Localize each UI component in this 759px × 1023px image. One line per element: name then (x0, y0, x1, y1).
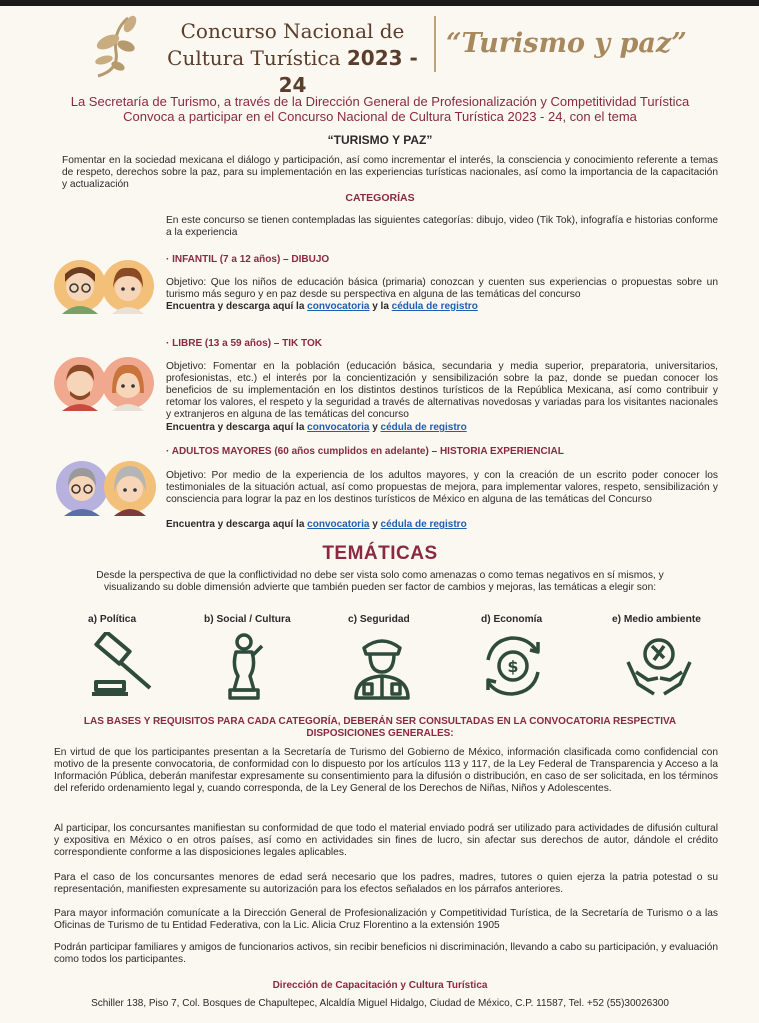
intro-text (40, 94, 720, 124)
money-cycle-icon (478, 632, 548, 700)
theme-title: “TURISMO Y PAZ” (327, 133, 433, 147)
convocatoria-link[interactable]: convocatoria (307, 422, 370, 433)
tematica-seguridad-label: c) Seguridad (348, 614, 410, 625)
category-infantil-download (166, 301, 478, 312)
tematicas-text: Desde la perspectiva de que la conflictividad no debe ser vista solo como amenazas o como temas negativos en sí mismos, y visualizando su doble dimensión advierte que también pueden ser factor de cambios y mejoras, las temáticas a elegir son: (96, 570, 664, 593)
children-avatars-icon (54, 258, 154, 314)
intro-line2: Convoca a participar en el Concurso Nacional de Cultura Turística 2023 - 24, con el tema (123, 109, 637, 124)
police-officer-icon (348, 632, 418, 700)
convocatoria-link[interactable]: convocatoria (307, 519, 370, 530)
download-and: y (372, 519, 378, 530)
cedula-registro-link[interactable]: cédula de registro (380, 422, 467, 433)
convocatoria-link[interactable]: convocatoria (307, 301, 370, 312)
tematica-politica-label: a) Política (88, 614, 137, 625)
download-prefix: Encuentra y descarga aquí la (166, 422, 305, 433)
disposition-4: Para mayor información comunícate a la Dirección General de Profesionalización y Competitividad Turística, de la Secretaría de Turismo o a las Oficinas de Turismo de tu Entidad Federativa, con la Lic. Alicia Cruz Florentino a la extensión 1905 (54, 908, 718, 931)
footer-address: Schiller 138, Piso 7, Col. Bosques de Chapultepec, Alcaldía Miguel Hidalgo, Ciudad de México, C.P. 11587, Tel. +52 (55)30026300 (91, 998, 669, 1009)
contest-theme: “Turismo y paz” (446, 28, 687, 59)
objective-text: Fomentar en la sociedad mexicana el diálogo y participación, así como incrementar el interés, la consciencia y conocimiento referente a temas de respeto, derechos sobre la paz, para su implementación en las experiencias turísticas nacionales, así como la importancia de la capacitación y actualización (62, 155, 718, 190)
download-and: y la (372, 301, 389, 312)
footer-direction: Dirección de Capacitación y Cultura Turística (272, 980, 488, 991)
tematica-medio-ambiente-label: e) Medio ambiente (612, 614, 701, 625)
statue-icon (210, 632, 280, 700)
tematica-social-label: b) Social / Cultura (204, 614, 291, 625)
category-infantil-text: Objetivo: Que los niños de educación básica (primaria) conozcan y cuenten sus experiencias o propuestas sobre un turismo más seguro y en paz desde su perspectiva en alguna de las temáticas del concurso (166, 277, 718, 300)
tematicas-heading: TEMÁTICAS (322, 543, 438, 564)
download-prefix: Encuentra y descarga aquí la (166, 519, 305, 530)
category-libre-download (166, 422, 467, 433)
category-adultos-text: Objetivo: Por medio de la experiencia de los adultos mayores, y con la creación de un escrito poder conocer los testimoniales de la situación actual, así como propuestas de mejora, para implementar valores, respeto, sensibilización y consciencia para lograr la paz en los destinos turísticos de México en alguna de las temáticas del Concurso (166, 470, 718, 505)
category-adultos-download (166, 519, 467, 530)
seniors-avatars-icon (56, 458, 156, 516)
gavel-icon (90, 632, 160, 700)
category-libre-text: Objetivo: Fomentar en la población (educación básica, secundaria y media superior, preparatoria, universitarios, profesionistas, etc.) el interés por la concientización y sensibilización sobre la paz, donde se puedan conocer los beneficios de su implementación en los distintos destinos turísticos de la República Mexicana, así como contribuir y retomar los valores, el respeto y la seguridad a través de alternativas novedosas y variadas para los visitantes nacionales y extranjeros en alguna de las temáticas del concurso (166, 361, 718, 420)
contest-title (150, 18, 435, 99)
categories-heading: CATEGORÍAS (345, 192, 415, 204)
youth-avatars-icon (54, 355, 154, 411)
categories-intro: En este concurso se tienen contempladas las siguientes categorías: dibujo, video (Tik Tok), infografía e historias conforme a la experiencia (166, 215, 718, 238)
cedula-registro-link[interactable]: cédula de registro (380, 519, 467, 530)
category-adultos-title: · ADULTOS MAYORES (60 años cumplidos en adelante) – HISTORIA EXPERIENCIAL (166, 446, 564, 457)
download-prefix: Encuentra y descarga aquí la (166, 301, 305, 312)
contest-title-line2: Cultura Turística (167, 46, 341, 70)
category-infantil-title: · INFANTIL (7 a 12 años) – DIBUJO (166, 254, 330, 265)
disposition-5: Podrán participar familiares y amigos de funcionarios activos, sin recibir beneficios ni discriminación, llevando a cabo su participación, y evaluación como todos los participantes. (54, 942, 718, 965)
svg-text:$: $ (507, 657, 519, 676)
disposition-3: Para el caso de los concursantes menores de edad será necesario que los padres, madres, tutores o quien ejerza la patria potestad o su representación, manifiesten expresamente su autorización para los efectos señalados en los párrafos anteriores. (54, 872, 718, 895)
intro-line1: La Secretaría de Turismo, a través de la Dirección General de Profesionalización y Competitividad Turística (70, 94, 690, 109)
olive-branch-logo-icon (88, 12, 146, 80)
header-divider (434, 16, 436, 72)
tematica-economia-label: d) Economía (481, 614, 543, 625)
download-and: y (372, 422, 378, 433)
category-libre-title: · LIBRE (13 a 59 años) – TIK TOK (166, 338, 322, 349)
environment-hands-icon (624, 632, 694, 700)
top-bar (0, 0, 759, 6)
bases-line1: LAS BASES Y REQUISITOS PARA CADA CATEGORÍA, DEBERÁN SER CONSULTADAS EN LA CONVOCATORIA RESPECTIVA (83, 716, 677, 727)
contest-title-line1: Concurso Nacional de (180, 19, 405, 43)
disposition-1: En virtud de que los participantes presentan a la Secretaría de Turismo del Gobierno de México, información clasificada como confidencial con motivo de la presente convocatoria, de conformidad con lo dispuesto por los artículos 113 y 117, de la Ley Federal de Transparencia y Acceso a la Información Pública, deberán manifestar expresamente su consentimiento para la difusión o distribución, en caso de ser solicitada, en los términos del referido ordenamiento legal y, cuando corresponda, de la Ley General de los Derechos de Niñas, Niños y Adolescentes. (54, 747, 718, 794)
cedula-registro-link[interactable]: cédula de registro (391, 301, 478, 312)
contest-year: 2023 - 24 (278, 46, 418, 97)
bases-notice (40, 716, 720, 740)
bases-line2: DISPOSICIONES GENERALES: (306, 728, 454, 739)
disposition-2: Al participar, los concursantes manifiestan su conformidad de que todo el material enviado podrá ser utilizado para actividades de difusión cultural y expositiva en México o en otros países, así como en actividades sin fines de lucro, sin afectar sus derechos de autor, dándole el crédito correspondiente conforme a las disposiciones legales aplicables. (54, 823, 718, 858)
